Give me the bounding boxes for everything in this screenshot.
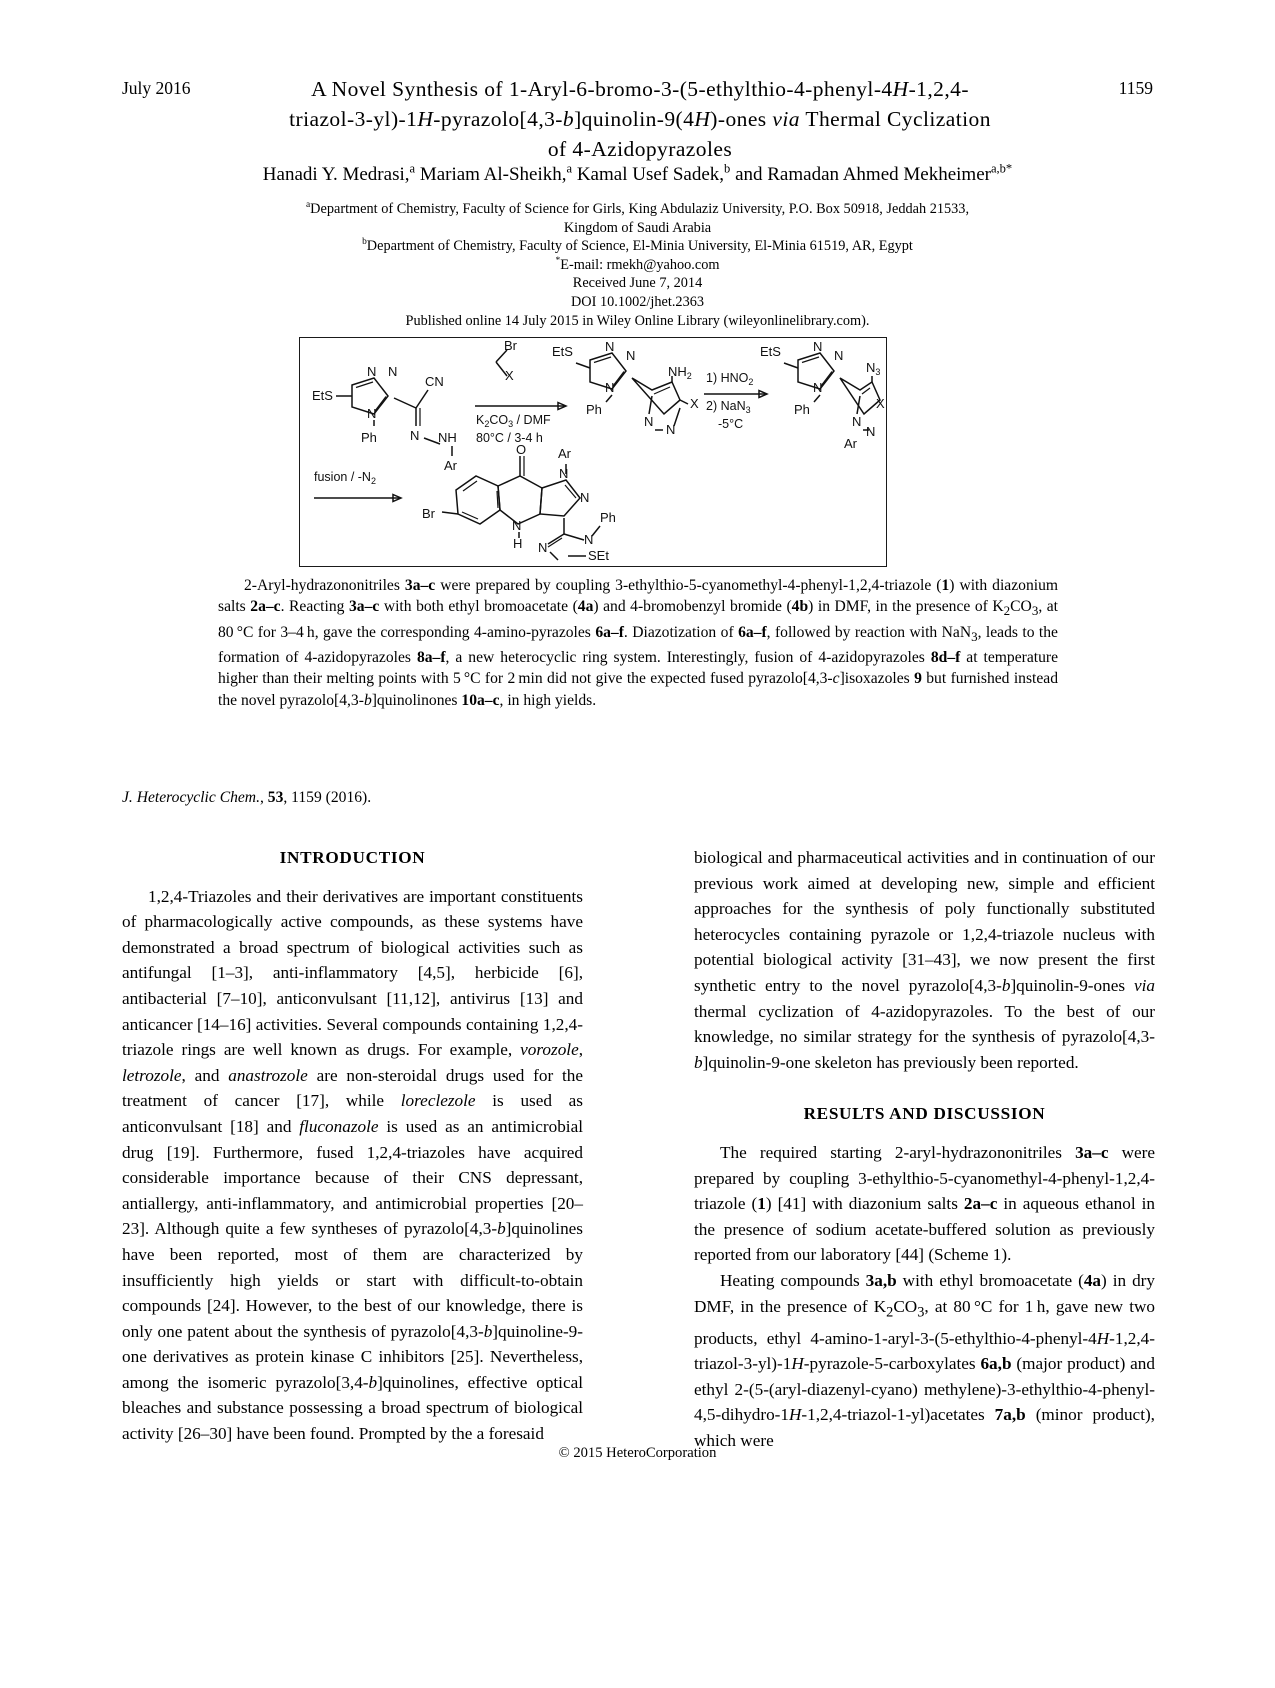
label-br-10: Br <box>422 506 435 521</box>
page-number: 1159 <box>1118 78 1153 98</box>
results2-seg-2: with ethyl bromoacetate ( <box>896 1270 1084 1290</box>
affiliations-block <box>120 200 1155 330</box>
title-line-2-a: triazol-3-yl)-1 <box>289 107 418 131</box>
abstract-seg-16: but furnished instead the novel pyrazolo[4,3- <box>218 670 1059 709</box>
label-n-1a: N <box>367 364 377 379</box>
right-ital-via: via <box>1134 975 1155 995</box>
label-ph-1: Ph <box>361 430 377 445</box>
abstract-bold-2ac: 2a–c <box>250 598 281 616</box>
results1-bold-1: 1 <box>757 1194 766 1214</box>
body-column-left <box>122 845 583 1447</box>
affil-b-marker: b <box>362 237 367 248</box>
abstract-seg-17: ]quinolinones <box>371 691 462 709</box>
label-n-10c: N <box>538 540 548 555</box>
author-2: Mariam Al-Sheikh, <box>415 164 567 185</box>
results2-bold-4a: 4a <box>1083 1270 1102 1290</box>
reaction-arrow-3 <box>314 470 401 502</box>
results2-seg-6: -1,2,4-triazol-3-yl)-1 <box>694 1328 1155 1374</box>
label-ar-1: Ar <box>444 458 457 473</box>
abstract-seg-6: ) and 4-bromobenzyl bromide ( <box>593 598 792 616</box>
results2-seg-7: -pyrazole-5-carboxylates <box>803 1354 981 1374</box>
label-ets-6: EtS <box>552 344 573 359</box>
results2-seg-9: -1,2,4-triazol-1-yl)acetates <box>801 1405 995 1425</box>
structure-compound-6 <box>552 339 699 437</box>
label-n-6c: N <box>605 380 615 395</box>
affil-a-marker: a <box>305 200 311 211</box>
results2-seg-5: , at 80 °C for 1 h, gave new two products, ethyl 4-amino-1-aryl-3-(5-ethylthio-4-phenyl-4 <box>694 1296 1155 1348</box>
condition-2-line-2: 2) NaN$_3$ <box>706 399 751 415</box>
journal-volume: 53 <box>267 789 284 806</box>
author-1: Hanadi Y. Medrasi, <box>262 164 410 185</box>
label-ets-8: EtS <box>760 344 781 359</box>
title-line-1-b: -1,2,4- <box>908 77 969 101</box>
abstract-seg-7: ) in DMF, in the presence of K <box>808 598 1004 616</box>
abstract-seg-2: were prepared by coupling 3-ethylthio-5-cyanomethyl-4-phenyl-1,2,4-triazole ( <box>435 577 942 594</box>
results-paragraph-2 <box>694 1268 1155 1454</box>
author-2-affil-marker: a <box>566 161 573 176</box>
intro-ital-b1: b <box>497 1219 506 1239</box>
abstract-bold-6af: 6a–f <box>595 623 624 641</box>
results2-bold-7ab: 7a,b <box>994 1405 1026 1425</box>
abstract-seg-12: , leads to the formation of 4-azidopyrazoles <box>218 623 1058 667</box>
title-line-1-a: A Novel Synthesis of 1-Aryl-6-bromo-3-(5-ethylthio-4-phenyl-4 <box>311 77 893 101</box>
intro-seg-6: is used as an antimicrobial drug [19]. Furthermore, fused 1,2,4-triazoles have acquired considerable importance because of their CNS depressant, antiallergy, anti-inflammatory, and antimicrobial properties [20–23]. Although quite a few syntheses of pyrazolo[4,3- <box>122 1116 583 1239</box>
abstract-seg-3: ) with diazonium salts <box>218 577 1058 616</box>
right-ital-b1: b <box>1001 975 1011 995</box>
results1-seg-1: The required starting 2-aryl-hydrazononitriles <box>720 1142 1076 1162</box>
results-paragraph-1 <box>694 1140 1155 1268</box>
abstract-bold-3ac-2: 3a–c <box>348 598 380 616</box>
journal-citation <box>122 789 371 807</box>
label-n-8b: N <box>834 348 844 363</box>
condition-1-line-2: 80°C / 3-4 h <box>476 431 543 445</box>
title-line-2-e: Thermal Cyclization <box>799 107 991 131</box>
results2-seg-4: CO <box>893 1296 918 1316</box>
reaction-scheme-svg <box>300 338 886 566</box>
label-set-10: SEt <box>588 548 609 563</box>
right-seg-3: thermal cyclization of 4-azidopyrazoles. To the best of our knowledge, no similar strategy for the synthesis of pyrazolo[4,3- <box>694 1001 1155 1047</box>
email-marker: * <box>555 256 561 267</box>
abstract-seg-13: , a new heterocyclic ring system. Interestingly, fusion of 4-azidopyrazoles <box>445 649 931 667</box>
author-3: Kamal Usef Sadek, <box>572 164 725 185</box>
title-via: via <box>772 107 800 131</box>
intro-paragraph <box>122 884 583 1447</box>
results1-bold-2ac: 2a–c <box>963 1194 998 1214</box>
intro-ital-letrozole: letrozole <box>122 1065 182 1085</box>
results1-seg-3: ) [41] with diazonium salts <box>765 1194 964 1214</box>
label-n-1d: N <box>410 428 420 443</box>
right-ital-b2: b <box>694 1052 703 1072</box>
label-n-6e: N <box>666 422 676 437</box>
intro-ital-fluconazole: fluconazole <box>299 1116 379 1136</box>
title-line-2-b: -pyrazolo[4,3- <box>433 107 563 131</box>
received-date: Received June 7, 2014 <box>572 275 703 292</box>
results2-seg-10: (minor product), which were <box>694 1405 1155 1450</box>
label-n-6b: N <box>626 348 636 363</box>
label-n-8e: N <box>866 424 876 439</box>
label-ar-10: Ar <box>558 446 571 461</box>
reaction-arrow-2 <box>704 371 767 431</box>
label-n-8c: N <box>813 380 823 395</box>
results2-seg-1: Heating compounds <box>720 1270 866 1290</box>
title-line-2-i1: H <box>417 107 434 131</box>
abstract-seg-14: at temperature higher than their melting points with 5 °C for 2 min did not give the expected fused pyrazolo[4,3- <box>218 649 1058 688</box>
author-3-affil-marker: b <box>724 161 731 176</box>
results2-sub-1: 2 <box>886 1303 894 1320</box>
abstract-bold-1: 1 <box>941 577 950 594</box>
abstract-seg-15: ]isoxazoles <box>839 670 915 688</box>
intro-seg-1: 1,2,4-Triazoles and their derivatives are important constituents of pharmacologically active compounds, as these systems have demonstrated a broad spectrum of biological activities such as antifungal [1–3], anti-inflammatory [4,5], herbicide [6], antibacterial [7–10], anticonvulsant [11,12], antivirus [13] and anticancer [14–16] activities. Several compounds containing 1,2,4-triazole rings are well known as drugs. For example, <box>122 886 583 1060</box>
label-ph-6: Ph <box>586 402 602 417</box>
intro-ital-anastrozole: anastrozole <box>228 1065 308 1085</box>
abstract-seg-4: . Reacting <box>280 598 349 616</box>
label-n-6a: N <box>605 339 615 354</box>
intro-seg-4: are non-steroidal drugs used for the treatment of cancer [17], while <box>122 1065 583 1111</box>
affiliation-a-line2: Kingdom of Saudi Arabia <box>563 219 712 236</box>
results2-ital-h3: H <box>789 1405 802 1425</box>
results1-seg-2: were prepared by coupling 3-ethylthio-5-cyanomethyl-4-phenyl-1,2,4-triazole ( <box>694 1142 1155 1214</box>
label-ph-10: Ph <box>600 510 616 525</box>
label-ets-1: EtS <box>312 388 333 403</box>
author-1-affil-marker: a <box>409 161 416 176</box>
journal-name: J. Heterocyclic Chem. <box>122 789 260 806</box>
abstract-seg-5: with both ethyl bromoacetate ( <box>379 598 578 616</box>
abstract-sub-1: 2 <box>1003 603 1011 619</box>
intro-seg-2: , <box>578 1040 583 1060</box>
page-footer: © 2015 HeteroCorporation <box>558 1445 717 1461</box>
affiliation-a-line1 <box>120 200 1155 219</box>
abstract-bold-4b: 4b <box>791 598 809 616</box>
right-seg-1: biological and pharmaceutical activities and in continuation of our previous work aimed at developing new, simple and efficient approaches for the synthesis of poly functionally substituted heterocycles containing pyrazole or 1,2,4-triazole nucleus with potential biological activity [31–43], we now present the first synthetic entry to the novel pyrazolo[4,3- <box>694 848 1155 995</box>
published-online: Published online 14 July 2015 in Wiley Online Library (wileyonlinelibrary.com). <box>405 312 870 329</box>
abstract-sub-2: 3 <box>1031 603 1039 619</box>
corresponding-email[interactable] <box>120 256 1155 275</box>
intro-ital-b3: b <box>368 1372 378 1392</box>
title-line-1-ital: H <box>892 77 909 101</box>
affil-a-text: Department of Chemistry, Faculty of Science for Girls, King Abdulaziz University, P.O. Box 50918, Jeddah 21533, <box>310 201 970 217</box>
label-n-10d: N <box>584 532 594 547</box>
results2-seg-8: (major product) and ethyl 2-(5-(aryl-diazenyl-cyano) methylene)-3-ethylthio-4-phenyl-4,5-dihydro-1 <box>694 1354 1155 1425</box>
email-text: E-mail: rmekh@yahoo.com <box>560 256 720 273</box>
label-cn-1: CN <box>425 374 444 389</box>
page-title <box>245 74 1035 164</box>
author-list <box>120 163 1155 187</box>
results2-bold-3ab: 3a,b <box>865 1270 897 1290</box>
label-o-10: O <box>516 442 527 457</box>
structure-compound-1 <box>312 364 458 473</box>
intro-seg-7: ]quinolines have been reported, most of them are characterized by insufficiently high yields or start with difficult-to-obtain compounds [24]. However, to the best of our knowledge, there is only one patent about the synthesis of pyrazolo[4,3- <box>122 1219 583 1341</box>
results2-ital-h2: H <box>791 1354 804 1374</box>
title-line-2-c: ]quinolin-9(4 <box>574 107 695 131</box>
intro-ital-b2: b <box>483 1321 493 1341</box>
journal-pages-year: , 1159 (2016). <box>283 789 372 806</box>
intro-ital-loreclezole: loreclezole <box>400 1091 476 1111</box>
right-seg-4: ]quinolin-9-one skeleton has previously been reported. <box>702 1052 1079 1072</box>
intro-seg-9: ]quinolines, effective optical bleaches and substance possessing a broad spectrum of biological activity [26–30] have been found. Prompted by the a foresaid <box>122 1372 583 1444</box>
title-line-2-i2: b <box>562 107 575 131</box>
reagent-br: Br <box>504 338 517 353</box>
label-n-1c: N <box>367 406 377 421</box>
label-n-10b: N <box>580 490 590 505</box>
abstract-bold-3ac: 3a–c <box>404 577 436 594</box>
abstract-seg-1: 2-Aryl-hydrazononitriles <box>244 577 405 594</box>
label-nh-1: NH <box>438 430 457 445</box>
label-n-8d: N <box>852 414 862 429</box>
results1-bold-3ac: 3a–c <box>1075 1142 1109 1162</box>
abstract-seg-18: , in high yields. <box>499 691 597 709</box>
label-nh2-6: $NH_2$ <box>668 364 692 381</box>
results2-seg-3: ) in dry DMF, in the presence of K <box>694 1270 1155 1316</box>
abstract-bold-8af: 8a–f <box>416 649 446 667</box>
section-heading-results: RESULTS AND DISCUSSION <box>803 1104 1046 1124</box>
abstract-ital-b: b <box>363 691 372 709</box>
abstract-ital-c: c <box>832 670 840 688</box>
intro-seg-8: ]quinoline-9-one derivatives as protein kinase C inhibitors [25]. Nevertheless, among the isomeric pyrazolo[3,4- <box>122 1321 583 1392</box>
structure-compound-8 <box>760 339 885 439</box>
condition-1-line-1: $K_2CO_3$ / DMF <box>476 413 551 429</box>
issue-date: July 2016 <box>122 78 191 98</box>
label-ar-8: Ar <box>844 436 857 451</box>
abstract-bold-8df: 8d–f <box>930 649 961 667</box>
intro-ital-vorozole: vorozole <box>520 1040 579 1060</box>
abstract-seg-10: . Diazotization of <box>623 623 739 641</box>
right-seg-2: ]quinolin-9-ones <box>1010 975 1134 995</box>
label-x-6: X <box>690 396 699 411</box>
label-n-6d: N <box>644 414 654 429</box>
affiliation-b-line <box>120 237 1155 256</box>
affil-b-text: Department of Chemistry, Faculty of Science, El-Minia University, El-Minia 61519, AR, Egypt <box>366 238 913 255</box>
label-x-8: X <box>876 396 885 411</box>
intro-continuation-paragraph <box>694 845 1155 1075</box>
abstract-bold-4a: 4a <box>577 598 594 616</box>
reagent-x: X <box>505 368 514 383</box>
abstract-seg-9: , at 80 °C for 3–4 h, gave the corresponding 4-amino-pyrazoles <box>218 598 1059 641</box>
title-line-2-d: )-ones <box>710 107 773 131</box>
author-4: and Ramadan Ahmed Mekheimer <box>730 164 991 185</box>
title-line-3: of 4-Azidopyrazoles <box>547 137 733 161</box>
journal-sep: , <box>259 789 268 806</box>
label-n-8a: N <box>813 339 823 354</box>
abstract-bold-9: 9 <box>914 670 922 688</box>
label-ph-8: Ph <box>794 402 810 417</box>
results2-ital-h1: H <box>1096 1328 1110 1348</box>
results2-bold-6ab: 6a,b <box>980 1354 1012 1374</box>
results2-sub-2: 3 <box>917 1303 925 1320</box>
intro-seg-5: is used as anticonvulsant [18] and <box>122 1091 583 1136</box>
title-line-2-i3: H <box>694 107 711 131</box>
doi[interactable]: DOI 10.1002/jhet.2363 <box>570 293 705 310</box>
condition-2-line-1: 1) $HNO_2$ <box>706 371 754 387</box>
label-n-1b: N <box>388 364 398 379</box>
intro-seg-3: , and <box>181 1065 229 1085</box>
abstract-bold-10ac: 10a–c <box>461 691 500 709</box>
body-column-right <box>694 845 1155 1454</box>
section-heading-introduction: INTRODUCTION <box>279 848 426 867</box>
condition-3-line-1: fusion / $-N_2$ <box>314 470 376 486</box>
label-n-10-nh: N <box>512 518 522 533</box>
abstract <box>218 575 1058 711</box>
abstract-seg-11: , followed by reaction with NaN <box>766 623 972 641</box>
reaction-scheme-figure <box>299 337 887 567</box>
abstract-bold-6af-2: 6a–f <box>738 623 767 641</box>
label-n3-8: $N_3$ <box>866 360 881 377</box>
condition-2-line-3: -5°C <box>718 417 744 431</box>
results1-seg-4: in aqueous ethanol in the presence of sodium acetate-buffered solution as previously reported from our laboratory [44] (Scheme 1). <box>694 1194 1155 1265</box>
author-4-affil-marker: a,b* <box>990 161 1013 176</box>
label-n-10a: N <box>559 466 569 481</box>
abstract-sub-3: 3 <box>971 628 978 644</box>
label-h-10: H <box>513 536 523 551</box>
abstract-seg-8: CO <box>1010 598 1032 616</box>
